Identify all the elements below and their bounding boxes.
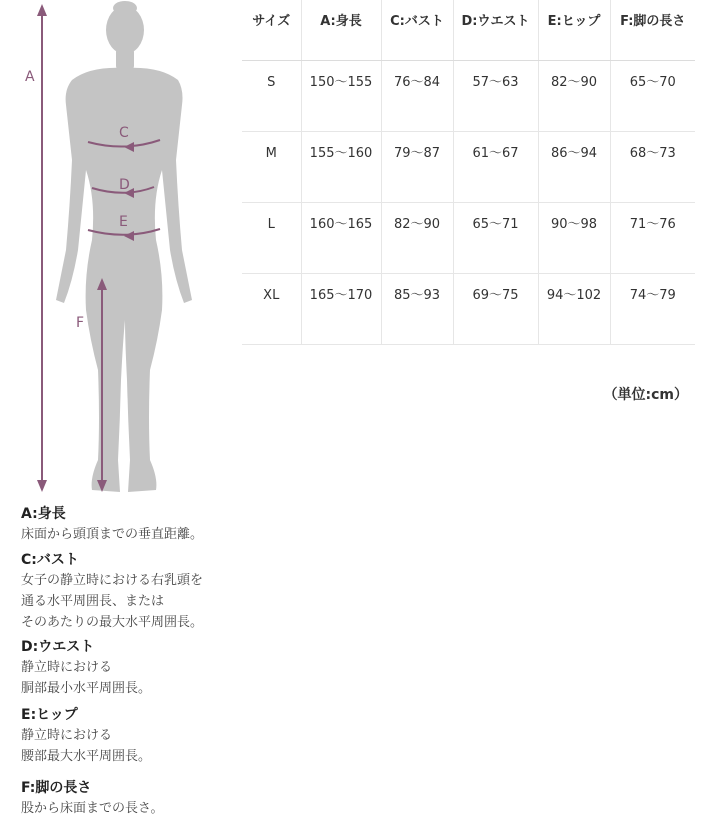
height-arrow-a (37, 4, 47, 492)
legend-desc: 静立時における 腰部最大水平周囲長。 (21, 728, 152, 764)
table-cell: 79〜87 (381, 131, 453, 202)
table-cell: 61〜67 (453, 131, 538, 202)
table-cell: L (242, 202, 301, 273)
table-cell: 65〜70 (610, 60, 695, 131)
label-d: D (119, 177, 130, 193)
table-cell: 85〜93 (381, 273, 453, 344)
legend-title: A:身長 (21, 506, 66, 522)
label-e: E (119, 214, 128, 230)
table-cell: 65〜71 (453, 202, 538, 273)
legend-title: D:ウエスト (21, 639, 95, 655)
table-cell: S (242, 60, 301, 131)
table-row (242, 273, 695, 344)
table-cell: 71〜76 (610, 202, 695, 273)
table-cell: M (242, 131, 301, 202)
table-cell: 165〜170 (301, 273, 381, 344)
header-size: サイズ (242, 0, 301, 60)
legend-item-hip (21, 705, 251, 767)
legend-title: F:脚の長さ (21, 780, 92, 796)
table-cell: XL (242, 273, 301, 344)
table-row (242, 202, 695, 273)
table-cell: 86〜94 (538, 131, 610, 202)
label-a: A (25, 69, 35, 85)
body-silhouette (56, 1, 192, 492)
legend-item-height (21, 504, 251, 545)
unit-note: （単位:cm） (603, 387, 688, 403)
header-waist: D:ウエスト (453, 0, 538, 60)
legend-item-waist (21, 637, 251, 699)
table-cell: 150〜155 (301, 60, 381, 131)
table-cell: 160〜165 (301, 202, 381, 273)
legend-desc: 床面から頭頂までの垂直距離。 (21, 527, 204, 542)
table-cell: 76〜84 (381, 60, 453, 131)
legend-desc: 股から床面までの長さ。 (21, 801, 164, 816)
header-hip: E:ヒップ (538, 0, 610, 60)
measurement-legend (21, 504, 251, 819)
size-table (242, 0, 695, 345)
header-leg: F:脚の長さ (610, 0, 695, 60)
table-row (242, 131, 695, 202)
legend-item-leg (21, 778, 251, 819)
table-cell: 57〜63 (453, 60, 538, 131)
table-cell: 155〜160 (301, 131, 381, 202)
table-cell: 74〜79 (610, 273, 695, 344)
header-bust: C:バスト (381, 0, 453, 60)
table-header-row (242, 0, 695, 60)
legend-item-bust (21, 550, 251, 633)
table-cell: 82〜90 (381, 202, 453, 273)
table-cell: 90〜98 (538, 202, 610, 273)
legend-title: E:ヒップ (21, 707, 78, 723)
header-height: A:身長 (301, 0, 381, 60)
table-cell: 82〜90 (538, 60, 610, 131)
legend-desc: 女子の静立時における右乳頭を 通る水平周囲長、または そのあたりの最大水平周囲長。 (21, 573, 204, 630)
table-cell: 94〜102 (538, 273, 610, 344)
table-cell: 68〜73 (610, 131, 695, 202)
table-row (242, 60, 695, 131)
label-f: F (76, 315, 85, 331)
legend-desc: 静立時における 胴部最小水平周囲長。 (21, 660, 152, 696)
table-cell: 69〜75 (453, 273, 538, 344)
body-measurement-figure (0, 0, 240, 500)
label-c: C (119, 125, 129, 141)
legend-title: C:バスト (21, 552, 79, 568)
